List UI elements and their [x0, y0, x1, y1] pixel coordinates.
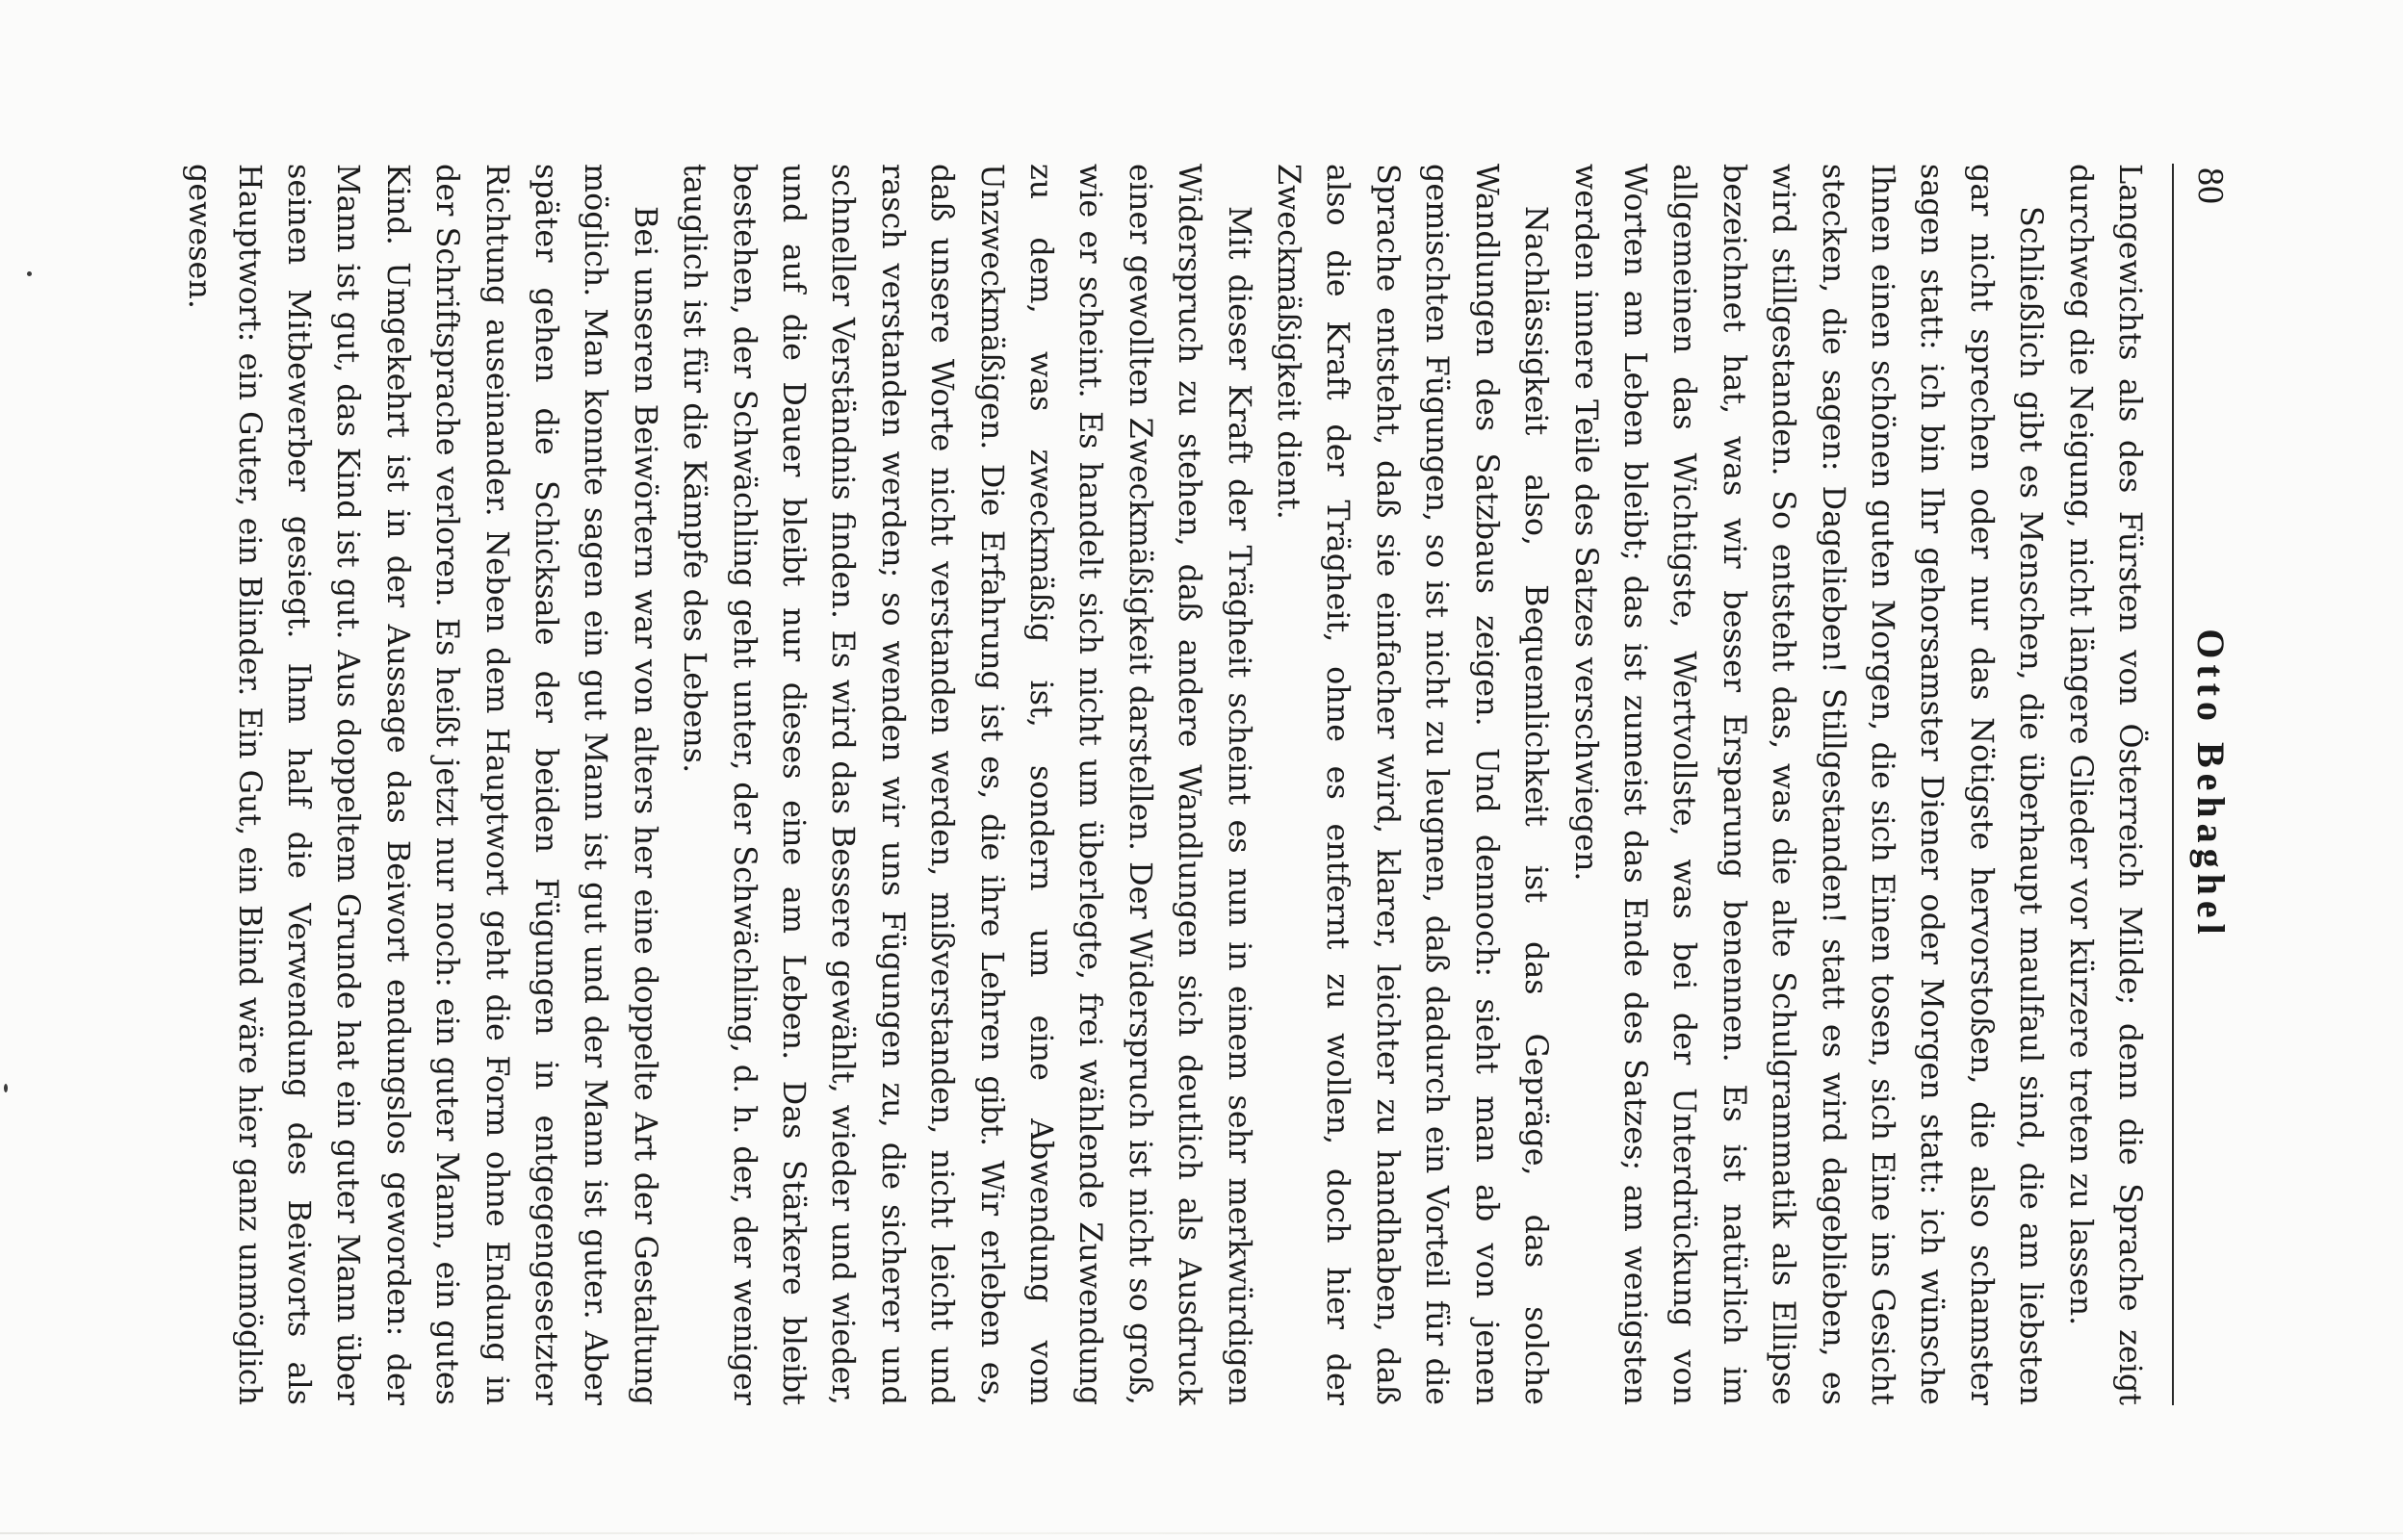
page-number: 80	[2190, 167, 2231, 204]
paragraph: Schließlich gibt es Menschen, die überhaupt maulfaul sind, die am liebsten gar nicht sprechen oder nur das Nötigste hervorstoßen, die also schamster sagen statt: ich bin Ihr gehorsamster Diener oder Morgen statt: ich wünsche Ihnen einen schönen guten Morgen, die sich Einen tosen, sich Eine ins Gesicht stecken, die sagen: Dagelieben! Stillgestanden! statt es wird dageblieben, es wird stillgestanden. So entsteht das, was die alte Schulgrammatik als Ellipse bezeichnet hat, was wir besser Ersparung benennen. Es ist natürlich im allgemeinen das Wichtigste, Wertvollste, was bei der Unterdrückung von Worten am Leben bleibt; das ist zumeist das Ende des Satzes; am wenigsten werden innere Teile des Satzes verschwiegen.	[1567, 164, 2050, 1405]
scan-speck	[4, 1084, 8, 1092]
paragraph: Bei unseren Beiwörtern war von alters her eine doppelte Art der Gestaltung möglich. Man konnte sagen ein gut Mann ist gut und der Mann ist guter. Aber später gehen die Schicksale der beiden Fügungen in entgegengesetzter Richtung auseinander. Neben dem Hauptwort geht die Form ohne Endung in der Schriftsprache verloren. Es heißt jetzt nur noch: ein guter Mann, ein gutes Kind. Umgekehrt ist in der Aussage das Beiwort endungslos geworden: der Mann ist gut, das Kind ist gut. Aus doppeltem Grunde hat ein guter Mann über seinen Mitbewerber gesiegt. Ihm half die Verwendung des Beiworts als Hauptwort: ein Guter, ein Blinder. Ein Gut, ein Blind wäre hier ganz unmöglich gewesen.	[182, 164, 663, 1405]
paragraph: Mit dieser Kraft der Trägheit scheint es nun in einem sehr merkwürdigen Widerspruch zu stehen, daß andere Wandlungen sich deutlich als Ausdruck einer gewollten Zweckmäßigkeit darstellen. Der Widerspruch ist nicht so groß, wie er scheint. Es handelt sich nicht um überlegte, frei wählende Zuwendung zu dem, was zweckmäßig ist, sondern um eine Abwendung vom Unzweckmäßigen. Die Erfahrung ist es, die ihre Lehren gibt. Wir erleben es, daß unsere Worte nicht verstanden werden, mißverstanden, nicht leicht und rasch verstanden werden; so wenden wir uns Fügungen zu, die sicherer und schneller Verständnis finden. Es wird das Bessere gewählt, wieder und wieder, und auf die Dauer bleibt nur dieses eine am Leben. Das Stärkere bleibt bestehen, der Schwächling geht unter, der Schwächling, d. h. der, der weniger tauglich ist für die Kämpfe des Lebens.	[677, 164, 1257, 1405]
body-text	[175, 164, 2155, 1405]
document-page	[183, 164, 2234, 1405]
paragraph: Langewichts als des Fürsten von Österreich Milde; denn die Sprache zeigt durchweg die Neigung, nicht längere Glieder vor kürzere treten zu lassen.	[2062, 164, 2148, 1405]
paragraph: Nachlässigkeit also, Bequemlichkeit ist das Gepräge, das solche Wandlungen des Satzbaus zeigen. Und dennoch: sieht man ab von jenen gemischten Fügungen, so ist nicht zu leugnen, daß dadurch ein Vorteil für die Sprache entsteht, daß sie einfacher wird, klarer, leichter zu handhaben, daß also die Kraft der Trägheit, ohne es entfernt zu wollen, doch hier der Zweckmäßigkeit dient.	[1271, 164, 1555, 1405]
scan-speck	[27, 271, 32, 276]
scan-edge	[0, 1532, 2403, 1534]
running-title: Otto Behaghel	[2189, 629, 2233, 940]
running-head	[2172, 164, 2234, 1405]
